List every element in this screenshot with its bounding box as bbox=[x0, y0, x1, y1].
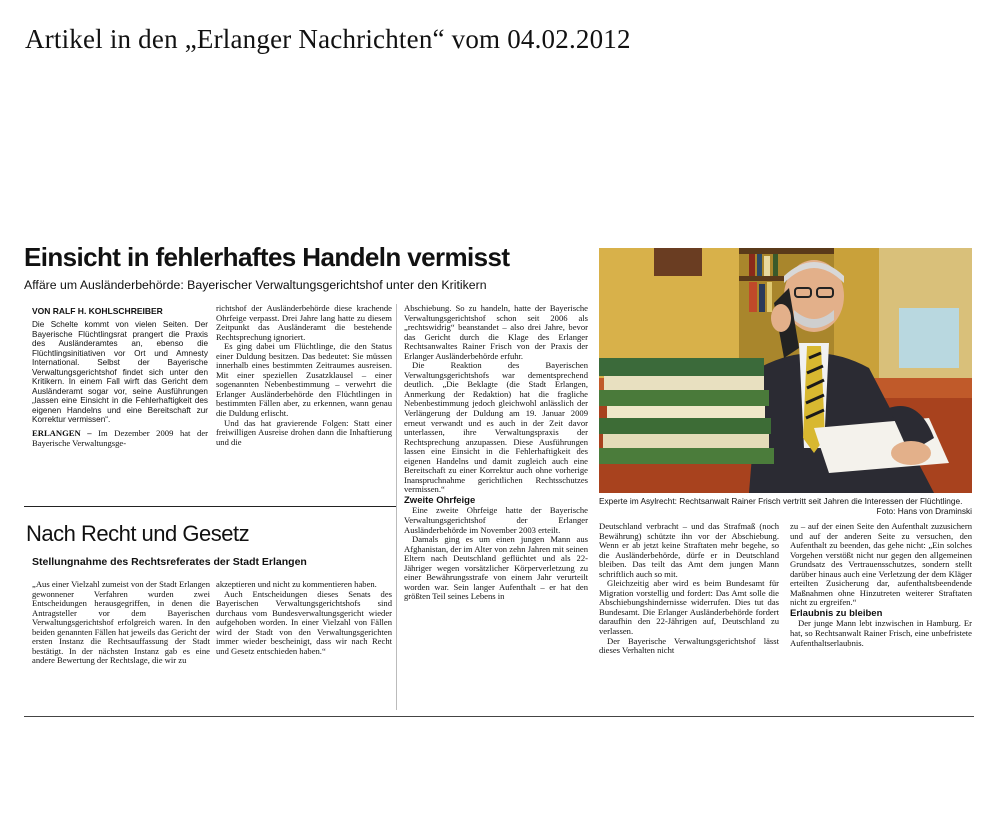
paragraph: Gleichzeitig aber wird es beim Bundesamt für Migration vorstellig und fordert: Das Amt solle die Abschiebungshindernisse widerrufen. Dies tut das Bundesamt. Die Erlanger Ausländerbehörde fordert daraufhin den 22-Jährigen auf, Deutschland zu verlassen. bbox=[599, 578, 779, 637]
newspaper-clipping bbox=[24, 238, 974, 718]
column-divider bbox=[396, 304, 397, 710]
paragraph: Abschiebung. So zu handeln, hatte der Bayerische Verwaltungsgerichtshof schon seit 2006 als „rechtswidrig“ beanstandet – also drei Jahre, bevor das Gericht durch die Klage des Erlanger Rechtsanwaltes Rainer Frisch von der Praxis der Erlanger Ausländerbehörde erfuhr. bbox=[404, 304, 588, 361]
file-stack bbox=[599, 358, 774, 464]
sidebar-top-rule bbox=[24, 506, 396, 507]
photo-caption bbox=[599, 496, 972, 516]
article-dateline-paragraph bbox=[32, 429, 208, 448]
clipping-bottom-rule bbox=[24, 716, 974, 717]
article-column-5 bbox=[790, 522, 972, 712]
paragraph: Der Bayerische Verwaltungsgerichtshof lässt dieses Verhalten nicht bbox=[599, 635, 779, 656]
article-column-1 bbox=[32, 320, 208, 490]
photo-credit: Foto: Hans von Draminski bbox=[876, 506, 972, 516]
sidebar-title: Nach Recht und Gesetz bbox=[26, 521, 250, 546]
paragraph: Die Reaktion des Bayerischen Verwaltungsgerichtshofs war dementsprechend deutlich. „Die Beklagte (die Stadt Erlangen, Anmerkung der Redaktion) hat die fragliche Nebenbestimmung jedoch gleichwohl anlässlich der Verlängerung der Duldung am 19. Januar 2009 erneut verwandt und es auch in der Zeit davor unterlassen, ihre Verwaltungspraxis der Rechtsprechung anzupassen. Diese Ausführungen lassen eine Einsicht in die Fehlerhaftigkeit des eigenen Handelns und damit zugleich auch eine Bereitschaft zu einer Korrektur auch ohne vorherige Inanspruchnahme gerichtlichen Rechtsschutzes vermissen.“ bbox=[404, 360, 588, 495]
paragraph: zu – auf der einen Seite den Aufenthalt zuzusichern und auf der anderen Seite zu versuchen, den Aufenthalt zu beenden, das gehe nicht: „Ein solches Vorgehen verstößt nicht nur gegen den allgemeinen Grundsatz des Vertrauensschutzes, sondern stellt darüber hinaus auch eine Verletzung der dem Kläger erteilten Zusicherung dar, aufenthaltsbeendende Maßnahmen ohne Hinzutreten weiterer Straftaten nicht zu ergreifen.“ bbox=[790, 522, 972, 608]
article-byline: VON RALF H. KOHLSCHREIBER bbox=[32, 306, 163, 316]
paragraph: Damals ging es um einen jungen Mann aus Afghanistan, der im Alter von zehn Jahren mit seinen Eltern nach Deutschland geflüchtet und als 22-Jähriger wegen vorsätzlicher Körperverletzung zu einer Bewährungsstrafe von einem Jahr verurteilt worden war. Sein langer Aufenthalt – er hat den größten Teil seines Lebens in bbox=[404, 534, 588, 602]
dateline: ERLANGEN – bbox=[32, 428, 92, 439]
article-column-3 bbox=[404, 304, 588, 710]
document-title: Artikel in den „Erlanger Nachrichten“ vom 04.02.2012 bbox=[25, 24, 631, 54]
paragraph: „Aus einer Vielzahl zumeist von der Stadt Erlangen gewonnener Verfahren wurden zwei Entscheidungen herausgegriffen, in denen die Antragsteller vor dem Bayerischen Verwaltungsgerichtshof erfolgreich waren. In den beiden genannten Fällen hat jeweils das Gericht der ersten Instanz die Rechtsauffassung der Stadt bestätigt. In der nächsten Instanz gab es eine andere Bewertung der Rechtslage, die wir zu bbox=[32, 580, 210, 666]
sidebar-column-2 bbox=[216, 580, 392, 710]
article-column-4 bbox=[599, 522, 779, 712]
paragraph: Und das hat gravierende Folgen: Statt einer freiwilligen Ausreise drohen dann die Inhaftierung und die bbox=[216, 417, 392, 447]
subheading-erlaubnis: Erlaubnis zu bleiben bbox=[790, 607, 883, 619]
caption-text: Experte im Asylrecht: Rechtsanwalt Rainer Frisch vertritt seit Jahren die Interessen der Flüchtlinge. bbox=[599, 496, 963, 506]
article-subheadline: Affäre um Ausländerbehörde: Bayerischer Verwaltungsgerichtshof unter den Kritikern bbox=[24, 278, 487, 292]
paragraph: akzeptieren und nicht zu kommentieren haben. bbox=[216, 580, 377, 589]
sidebar-subtitle: Stellungnahme des Rechtsreferates der Stadt Erlangen bbox=[32, 556, 307, 568]
article-lead: Die Schelte kommt von vielen Seiten. Der Bayerische Flüchtlingsrat prangert die Praxis des Ausländeramtes an, ebenso die Flüchtlingsinitiativen vor Ort und Amnesty International. Selbst der Bayerische Verwaltungsgerichtshof findet sich unter den Kritikern. In einem Fall wirft das Gericht dem Ausländeramt sogar vor, seine Ausführungen „lassen eine Einsicht in die Fehlerhaftigkeit des eigenen Handelns und eine Bereitschaft zur Korrektur vermissen“. bbox=[32, 320, 208, 425]
paragraph: richtshof der Ausländerbehörde diese krachende Ohrfeige verpasst. Drei Jahre lang hatte zu diesem Zeitpunkt das Ausländeramt die bestehende Rechtsprechung ignoriert. bbox=[216, 304, 392, 342]
paragraph: Auch Entscheidungen dieses Senats des Bayerischen Verwaltungsgerichtshofs sind durchaus vom Bundesverwaltungsgericht wieder aufgehoben worden. In einer Vielzahl von Fällen wird der Stadt von den Verwaltungsgerichten immer wieder bescheinigt, dass wir nach Recht und Gesetz entschieden haben.“ bbox=[216, 588, 392, 656]
subheading-zweite-ohrfeige: Zweite Ohrfeige bbox=[404, 494, 476, 506]
lawyer-photo-illustration bbox=[599, 248, 972, 493]
paragraph: Eine zweite Ohrfeige hatte der Bayerische Verwaltungsgerichtshof der Erlanger Ausländerbehörde im November 2003 erteilt. bbox=[404, 505, 588, 535]
sidebar-column-1 bbox=[32, 580, 210, 710]
photo-lawyer bbox=[599, 248, 972, 493]
column-1-end: Im Dezember 2009 hat der Bayerische Verwaltungsge- bbox=[32, 428, 208, 448]
article-column-2 bbox=[216, 304, 392, 490]
article-headline: Einsicht in fehlerhaftes Handeln vermisst bbox=[24, 242, 510, 272]
paragraph: Der junge Mann lebt inzwischen in Hamburg. Er hat, so Rechtsanwalt Rainer Frisch, eine unbefristete Aufenthaltserlaubnis. bbox=[790, 618, 972, 648]
paragraph: Deutschland verbracht – und das Strafmaß (noch Bewährung) schützte ihn vor der Abschiebung. Wenn er ab jetzt keine Straftaten mehr begehe, so die Ausländerbehörde, dürfe er in Deutschland bleiben. Das teilt das Amt dem jungen Mann schriftlich auch so mit. bbox=[599, 522, 779, 579]
paragraph: Es ging dabei um Flüchtlinge, die den Status einer Duldung besitzen. Das bedeutet: Sie müssen innerhalb eines bestimmten Zeitraumes ausreisen. Mit einer speziellen Zusatzklausel – einer sogenannten Nebenbestimmung – verwehrt die Erlanger Ausländerbehörde den Flüchtlingen in bestimmten Fällen aber, zu erkennen, wann genau die Duldung erlischt. bbox=[216, 341, 392, 419]
